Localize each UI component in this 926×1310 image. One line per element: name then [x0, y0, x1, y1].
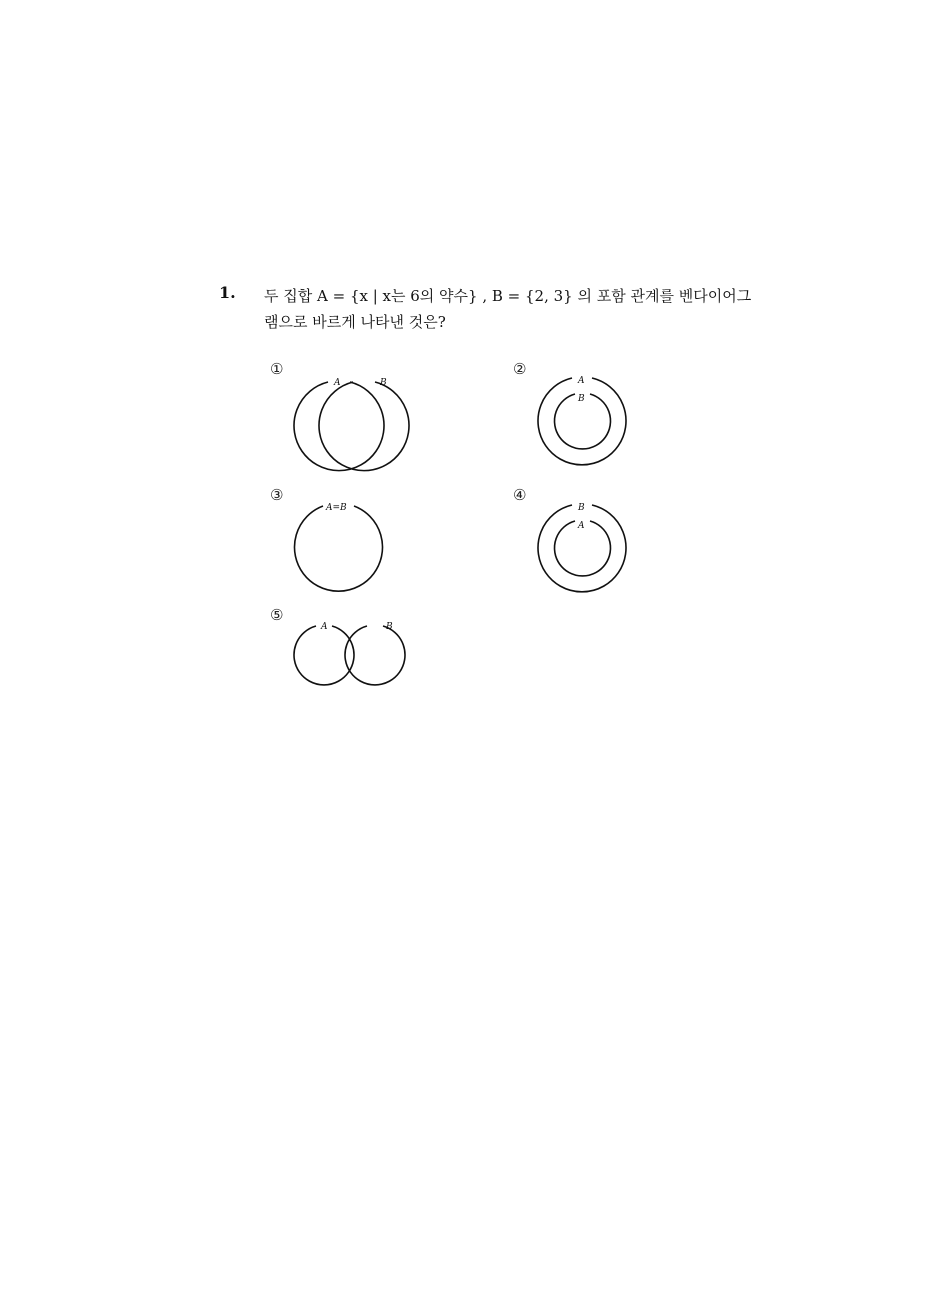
circle-b — [319, 382, 409, 471]
label-a: A — [334, 378, 341, 388]
choice-2-diagram — [532, 370, 632, 470]
choice-5-marker[interactable]: ⑤ — [270, 606, 284, 624]
label-b: B — [386, 622, 393, 632]
label-a: A — [578, 376, 585, 386]
label-a: A — [578, 521, 585, 531]
label-b: B — [578, 394, 585, 404]
choice-4-marker[interactable]: ④ — [513, 486, 527, 504]
choice-1-diagram — [288, 370, 438, 475]
label-b: B — [380, 378, 387, 388]
choice-5-diagram — [290, 618, 425, 690]
question-number: 1. — [219, 283, 236, 302]
label-ab: A=B — [326, 503, 347, 513]
circle-a — [294, 382, 384, 471]
choice-3-diagram — [290, 497, 390, 597]
label-a: A — [321, 622, 328, 632]
choice-3-marker[interactable]: ③ — [270, 486, 284, 504]
circle-b — [538, 505, 626, 592]
question-line-2: 램으로 바르게 나타낸 것은? — [264, 313, 446, 331]
choice-2-marker[interactable]: ② — [513, 360, 527, 378]
circle-ab — [295, 506, 383, 591]
choice-4-diagram — [532, 497, 632, 597]
choice-1-marker[interactable]: ① — [270, 360, 284, 378]
circle-a — [538, 378, 626, 465]
question-line-1: 두 집합 A = {x | x는 6의 약수} , B = {2, 3} 의 포함 관계를 벤다이어그 — [264, 287, 752, 305]
label-b: B — [578, 503, 585, 513]
